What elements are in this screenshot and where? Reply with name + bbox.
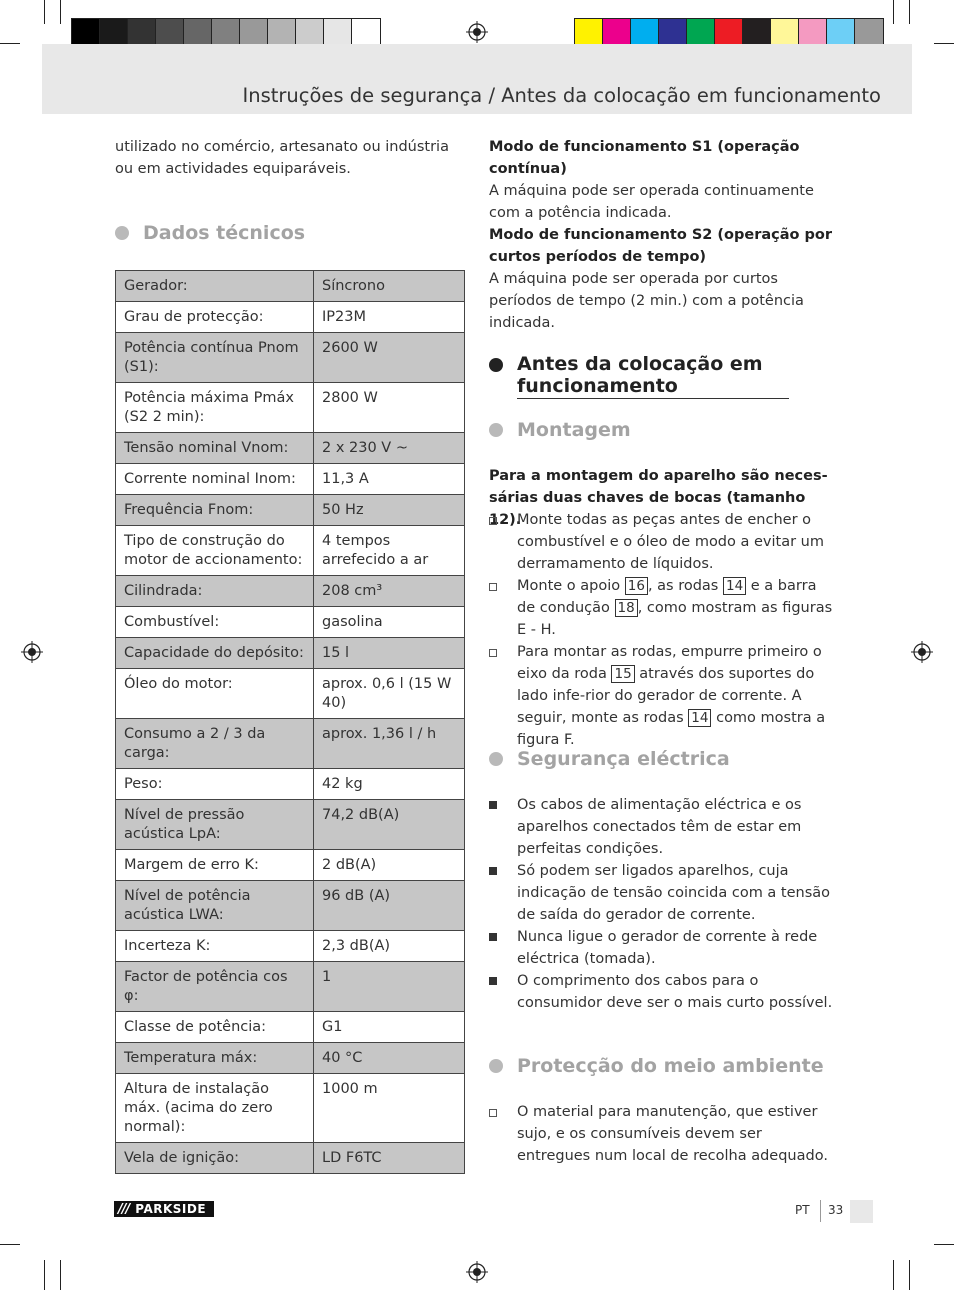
footer-divider	[820, 1200, 821, 1222]
crop-mark	[0, 43, 20, 44]
table-row	[116, 271, 465, 302]
spec-value: 96 dB (A)	[314, 881, 465, 931]
crop-mark	[893, 0, 894, 24]
spec-label: Potência máxima Pmáx (S2 2 min):	[116, 383, 314, 433]
spec-label: Classe de potência:	[116, 1012, 314, 1043]
table-row	[116, 800, 465, 850]
spec-label: Tensão nominal Vnom:	[116, 433, 314, 464]
spec-value: 74,2 dB(A)	[314, 800, 465, 850]
spec-value: 15 l	[314, 638, 465, 669]
language-code: PT	[795, 1203, 810, 1217]
heading-text: Segurança eléctrica	[517, 748, 730, 770]
s1-title: Modo de funcionamento S1 (operação contínua)	[489, 139, 800, 177]
spec-label: Óleo do motor:	[116, 669, 314, 719]
spec-label: Nível de pressão acústica LpA:	[116, 800, 314, 850]
spec-label: Capacidade do depósito:	[116, 638, 314, 669]
table-row	[116, 850, 465, 881]
color-swatch	[687, 19, 715, 45]
spec-value: G1	[314, 1012, 465, 1043]
table-row	[116, 607, 465, 638]
spec-value: 208 cm³	[314, 576, 465, 607]
color-swatch	[100, 19, 128, 45]
crop-mark	[60, 0, 61, 24]
section-heading-electrical-safety	[489, 748, 730, 770]
footer-tab	[850, 1200, 873, 1223]
list-item: O material para manutenção, que estiver sujo, e os consumíveis devem ser entregues num local de recolha adequado.	[489, 1101, 839, 1167]
crop-mark	[909, 1260, 910, 1290]
spec-value: 42 kg	[314, 769, 465, 800]
color-swatch	[715, 19, 743, 45]
spec-value: 40 °C	[314, 1043, 465, 1074]
crop-mark	[0, 1244, 20, 1245]
color-swatch	[631, 19, 659, 45]
parkside-logo	[114, 1201, 214, 1217]
list-item: O comprimento dos cabos para o consumidor deve ser o mais curto possível.	[489, 970, 839, 1014]
crop-mark	[909, 0, 910, 24]
operation-modes	[489, 136, 839, 334]
bullet-dot-icon	[489, 752, 503, 766]
crop-mark	[934, 43, 954, 44]
crop-mark	[893, 1260, 894, 1290]
spec-value: 2800 W	[314, 383, 465, 433]
assembly-list	[489, 509, 839, 751]
spec-value: 2 dB(A)	[314, 850, 465, 881]
table-row	[116, 333, 465, 383]
part-reference: 16	[625, 577, 648, 595]
color-swatch	[799, 19, 827, 45]
page-number: 33	[828, 1203, 844, 1217]
square-bullet-icon	[489, 860, 509, 882]
list-item: Nunca ligue o gerador de corrente à rede eléctrica (tomada).	[489, 926, 839, 970]
table-row	[116, 495, 465, 526]
registration-mark-icon	[911, 641, 933, 663]
spec-label: Potência contínua Pnom (S1):	[116, 333, 314, 383]
color-swatch	[156, 19, 184, 45]
spec-label: Frequência Fnom:	[116, 495, 314, 526]
square-bullet-icon	[489, 794, 509, 816]
spec-value: aprox. 0,6 l (15 W 40)	[314, 669, 465, 719]
color-swatch	[603, 19, 631, 45]
table-row	[116, 669, 465, 719]
table-row	[116, 1143, 465, 1174]
page-title: Instruções de segurança / Antes da colocação em funcionamento	[242, 84, 881, 107]
color-swatch	[743, 19, 771, 45]
s1-text: A máquina pode ser operada continuamente com a potência indicada.	[489, 183, 814, 221]
table-row	[116, 962, 465, 1012]
color-swatch	[268, 19, 296, 45]
table-row	[116, 433, 465, 464]
heading-text: Montagem	[517, 419, 631, 441]
heading-text: Dados técnicos	[143, 222, 306, 244]
spec-label: Combustível:	[116, 607, 314, 638]
crop-mark	[44, 1260, 45, 1290]
table-row	[116, 1074, 465, 1143]
s2-text: A máquina pode ser operada por curtos períodos de tempo (2 min.) com a potência indicada.	[489, 271, 804, 331]
spec-label: Factor de potência cos φ:	[116, 962, 314, 1012]
section-heading-environment	[489, 1055, 824, 1077]
heading-text: Protecção do meio ambiente	[517, 1055, 824, 1077]
color-swatch	[324, 19, 352, 45]
square-bullet-icon	[489, 926, 509, 948]
registration-mark-icon	[466, 1261, 488, 1283]
table-row	[116, 526, 465, 576]
table-row	[116, 931, 465, 962]
assembly-intro: Para a montagem do aparelho são neces-sárias duas chaves de bocas (tamanho 12).	[489, 468, 828, 528]
spec-value: 1	[314, 962, 465, 1012]
spec-label: Gerador:	[116, 271, 314, 302]
logo-text: PARKSIDE	[135, 1202, 207, 1216]
checkbox-bullet-icon	[489, 509, 509, 532]
spec-value: 2 x 230 V ~	[314, 433, 465, 464]
spec-label: Grau de protecção:	[116, 302, 314, 333]
spec-value: 1000 m	[314, 1074, 465, 1143]
spec-label: Incerteza K:	[116, 931, 314, 962]
spec-label: Consumo a 2 / 3 da carga:	[116, 719, 314, 769]
color-swatch	[72, 19, 100, 45]
section-heading-before-operation	[489, 353, 789, 399]
spec-label: Nível de potência acústica LWA:	[116, 881, 314, 931]
color-swatch	[659, 19, 687, 45]
spec-value: 2,3 dB(A)	[314, 931, 465, 962]
spec-value: aprox. 1,36 l / h	[314, 719, 465, 769]
color-swatch	[855, 19, 883, 45]
section-heading-assembly	[489, 419, 631, 441]
table-row	[116, 1012, 465, 1043]
logo-slash-icon: ///	[118, 1201, 130, 1217]
list-item: Só podem ser ligados aparelhos, cuja indicação de tensão coincida com a tensão de saída do gerador de corrente.	[489, 860, 839, 926]
table-row	[116, 881, 465, 931]
spec-value: 4 tempos arrefecido a ar	[314, 526, 465, 576]
table-row	[116, 576, 465, 607]
spec-value: Síncrono	[314, 271, 465, 302]
spec-label: Margem de erro K:	[116, 850, 314, 881]
checkbox-bullet-icon	[489, 575, 509, 598]
list-item: Monte o apoio 16 , as rodas 14 e a barra de condução 18 , como mostram as figuras E - H.	[489, 575, 839, 641]
crop-mark	[60, 1260, 61, 1290]
checkbox-bullet-icon	[489, 1101, 509, 1124]
bullet-dot-icon	[489, 1059, 503, 1073]
spec-label: Cilindrada:	[116, 576, 314, 607]
color-swatch	[240, 19, 268, 45]
spec-value: 50 Hz	[314, 495, 465, 526]
intro-paragraph: utilizado no comércio, artesanato ou indústria ou em actividades equiparáveis.	[115, 139, 449, 177]
spec-label: Tipo de construção do motor de accionamento:	[116, 526, 314, 576]
bullet-dot-icon	[489, 358, 503, 372]
part-reference: 15	[611, 665, 634, 683]
part-reference: 14	[688, 709, 711, 727]
table-row	[116, 464, 465, 495]
environment-list	[489, 1101, 839, 1167]
table-row	[116, 383, 465, 433]
table-row	[116, 638, 465, 669]
table-row	[116, 302, 465, 333]
table-row	[116, 719, 465, 769]
spec-value: LD F6TC	[314, 1143, 465, 1174]
spec-value: 2600 W	[314, 333, 465, 383]
color-swatch	[352, 19, 380, 45]
spec-value: 11,3 A	[314, 464, 465, 495]
spec-label: Vela de ignição:	[116, 1143, 314, 1174]
section-heading-tech-data	[115, 222, 305, 244]
spec-label: Temperatura máx:	[116, 1043, 314, 1074]
checkbox-bullet-icon	[489, 641, 509, 664]
square-bullet-icon	[489, 970, 509, 992]
color-swatch	[184, 19, 212, 45]
color-swatch	[771, 19, 799, 45]
spec-value: IP23M	[314, 302, 465, 333]
bullet-dot-icon	[115, 226, 129, 240]
electrical-safety-list	[489, 794, 839, 1014]
list-item: Monte todas as peças antes de encher o combustível e o óleo de modo a evitar um derramamento de líquidos.	[489, 509, 839, 575]
table-row	[116, 769, 465, 800]
color-swatch	[212, 19, 240, 45]
registration-mark-icon	[466, 21, 488, 43]
part-reference: 18	[615, 599, 638, 617]
technical-data-table	[115, 270, 465, 1174]
color-swatch	[296, 19, 324, 45]
color-swatch	[575, 19, 603, 45]
color-swatch	[827, 19, 855, 45]
color-swatch	[128, 19, 156, 45]
crop-mark	[44, 0, 45, 24]
registration-mark-icon	[21, 641, 43, 663]
process-color-bar	[574, 18, 884, 46]
spec-label: Corrente nominal Inom:	[116, 464, 314, 495]
bullet-dot-icon	[489, 423, 503, 437]
crop-mark	[934, 1244, 954, 1245]
grey-color-bar	[71, 18, 381, 46]
spec-label: Altura de instalação máx. (acima do zero normal):	[116, 1074, 314, 1143]
s2-title: Modo de funcionamento S2 (operação por curtos períodos de tempo)	[489, 227, 833, 265]
spec-label: Peso:	[116, 769, 314, 800]
list-item: Para montar as rodas, empurre primeiro o eixo da roda 15 através dos suportes do lado infe-rior do gerador de corrente. A seguir, monte as rodas 14 como mostra a figura F.	[489, 641, 839, 751]
heading-text: Antes da colocação em funcionamento	[517, 353, 789, 399]
list-item: Os cabos de alimentação eléctrica e os aparelhos conectados têm de estar em perfeitas condições.	[489, 794, 839, 860]
table-row	[116, 1043, 465, 1074]
spec-value: gasolina	[314, 607, 465, 638]
part-reference: 14	[723, 577, 746, 595]
